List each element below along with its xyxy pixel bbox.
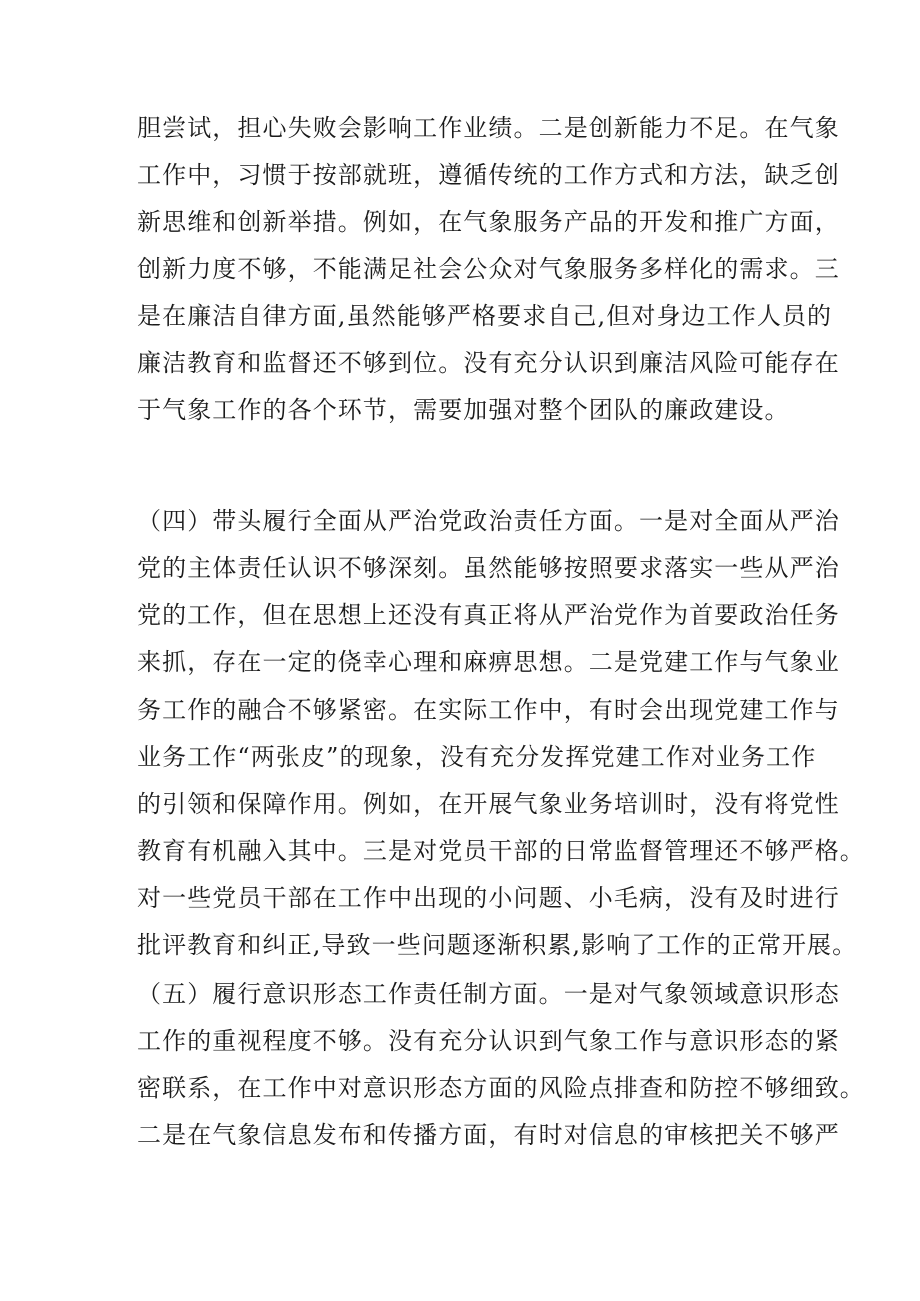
text-line: 教育有机融入其中。三是对党员干部的日常监督管理还不够严格。	[137, 837, 865, 865]
text-line: 来抓，存在一定的侥幸心理和麻痹思想。二是党建工作与气象业	[137, 648, 840, 676]
text-line: 胆尝试，担心失败会影响工作业绩。二是创新能力不足。在气象	[137, 114, 840, 142]
text-line: 对一些党员干部在工作中出现的小问题、小毛病，没有及时进行	[137, 884, 840, 912]
text-line: 工作中，习惯于按部就班，遵循传统的工作方式和方法，缺乏创	[137, 161, 840, 189]
paragraph-heading-4: （四）带头履行全面从严治党政治责任方面。一是对全面从严治	[137, 507, 840, 535]
text-line: 党的主体责任认识不够深刻。虽然能够按照要求落实一些从严治	[137, 554, 840, 582]
text-line: 务工作的融合不够紧密。在实际工作中，有时会出现党建工作与	[137, 696, 840, 724]
text-line: 工作的重视程度不够。没有充分认识到气象工作与意识形态的紧	[137, 1027, 840, 1055]
text-line: 二是在气象信息发布和传播方面，有时对信息的审核把关不够严	[137, 1121, 840, 1149]
text-line: 创新力度不够，不能满足社会公众对气象服务多样化的需求。三	[137, 255, 840, 283]
text-line: 是在廉洁自律方面,虽然能够严格要求自己,但对身边工作人员的	[137, 302, 833, 330]
text-line: 密联系，在工作中对意识形态方面的风险点排查和防控不够细致。	[137, 1074, 865, 1102]
text-line: 党的工作，但在思想上还没有真正将从严治党作为首要政治任务	[137, 601, 840, 629]
paragraph-heading-5: （五）履行意识形态工作责任制方面。一是对气象领域意识形态	[137, 980, 840, 1008]
text-line: 的引领和保障作用。例如，在开展气象业务培训时，没有将党性	[137, 790, 840, 818]
text-line: 新思维和创新举措。例如，在气象服务产品的开发和推广方面，	[137, 208, 840, 236]
text-line: 批评教育和纠正,导致一些问题逐渐积累,影响了工作的正常开展。	[137, 931, 858, 959]
text-line: 业务工作“两张皮”的现象，没有充分发挥党建工作对业务工作	[137, 743, 817, 771]
text-line: 于气象工作的各个环节，需要加强对整个团队的廉政建设。	[137, 396, 790, 424]
text-line: 廉洁教育和监督还不够到位。没有充分认识到廉洁风险可能存在	[137, 349, 840, 377]
